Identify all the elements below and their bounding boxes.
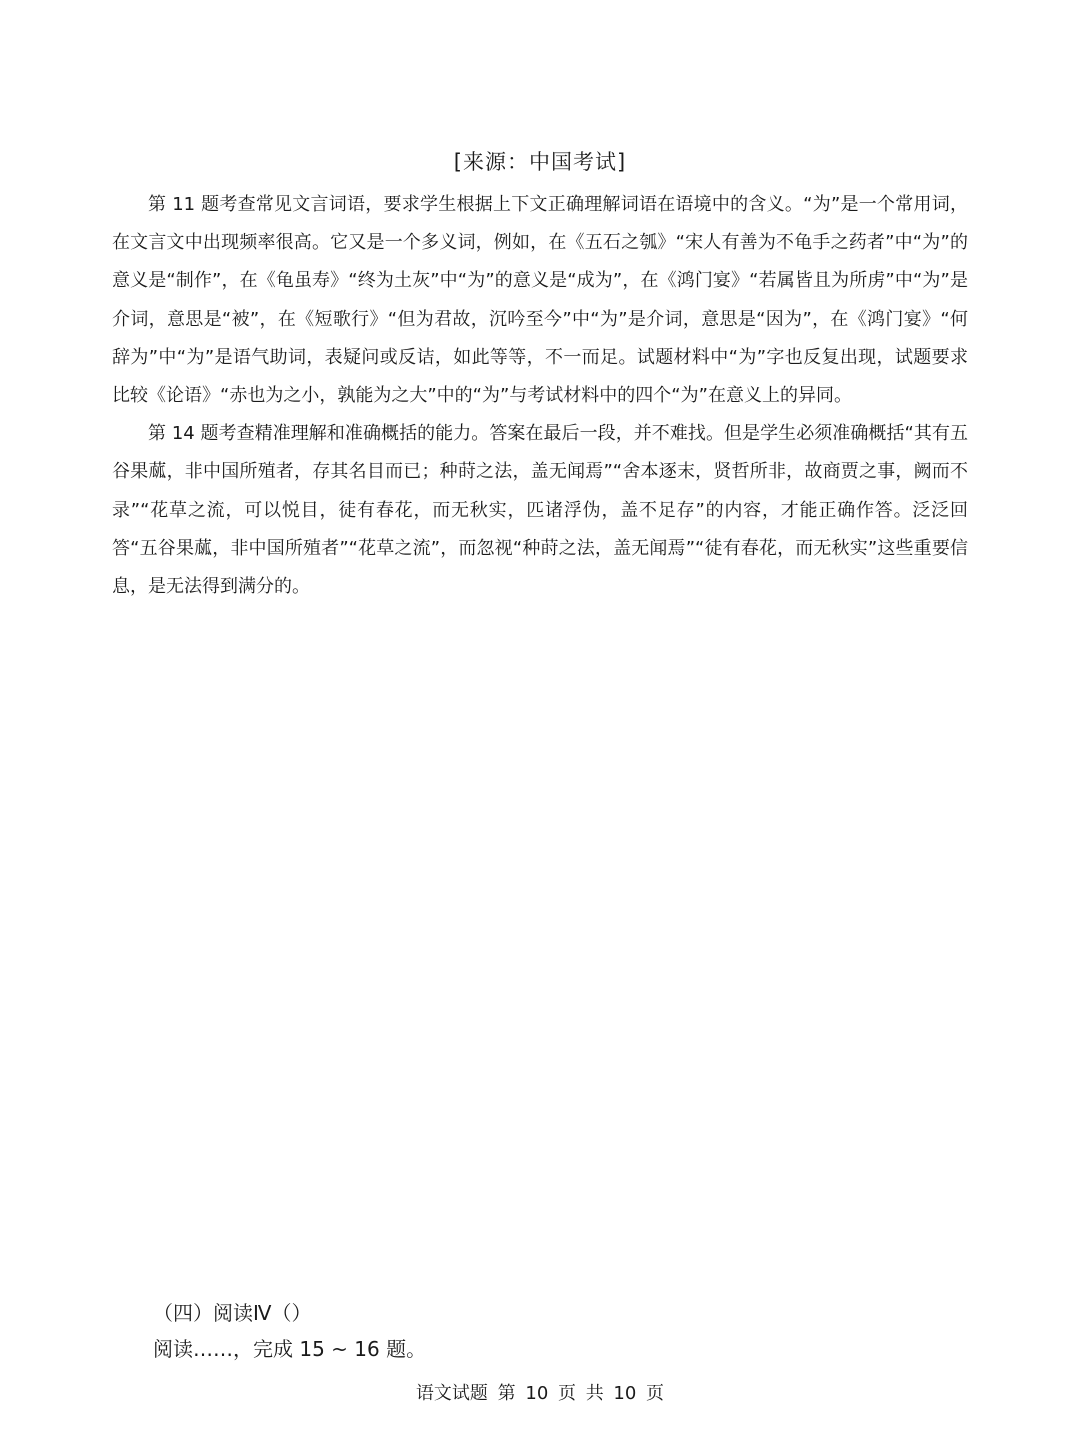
commentary-body <box>112 186 968 606</box>
section-heading: （四）阅读Ⅳ（） <box>153 1301 312 1325</box>
page-footer: 语文试题 第 10 页 共 10 页 <box>415 1383 665 1404</box>
section-instruction: 阅读……，完成 15 ~ 16 题。 <box>153 1337 427 1361</box>
paragraph-question-11: 第 11 题考查常见文言词语，要求学生根据上下文正确理解词语在语境中的含义。“为”是一个常用词，在文言文中出现频率很高。它又是一个多义词，例如，在《五石之瓠》“宋人有善为不龟手之药者”中“为”的意义是“制作”，在《龟虽寿》“终为土灰”中“为”的意义是“成为”，在《鸿门宴》“若属皆且为所虏”中“为”是介词，意思是“被”，在《短歌行》“但为君故，沉吟至今”中“为”是介词，意思是“因为”，在《鸿门宴》“何辞为”中“为”是语气助词，表疑问或反诘，如此等等，不一而足。试题材料中“为”字也反复出现，试题要求比较《论语》“赤也为之小，孰能为之大”中的“为”与考试材料中的四个“为”在意义上的异同。 <box>112 194 968 407</box>
source-label: [来源：中国考试] <box>453 150 627 174</box>
paragraph-question-14: 第 14 题考查精准理解和准确概括的能力。答案在最后一段，并不难找。但是学生必须准确概括“其有五谷果蓏，非中国所殖者，存其名目而已；种莳之法，盖无闻焉”“舍本逐末，贤哲所非，故商贾之事，阙而不录”“花草之流，可以悦目，徒有春花，而无秋实，匹诸浮伪，盖不足存”的内容，才能正确作答。泛泛回答“五谷果蓏，非中国所殖者”“花草之流”，而忽视“种莳之法，盖无闻焉”“徒有春花，而无秋实”这些重要信息，是无法得到满分的。 <box>112 423 968 598</box>
